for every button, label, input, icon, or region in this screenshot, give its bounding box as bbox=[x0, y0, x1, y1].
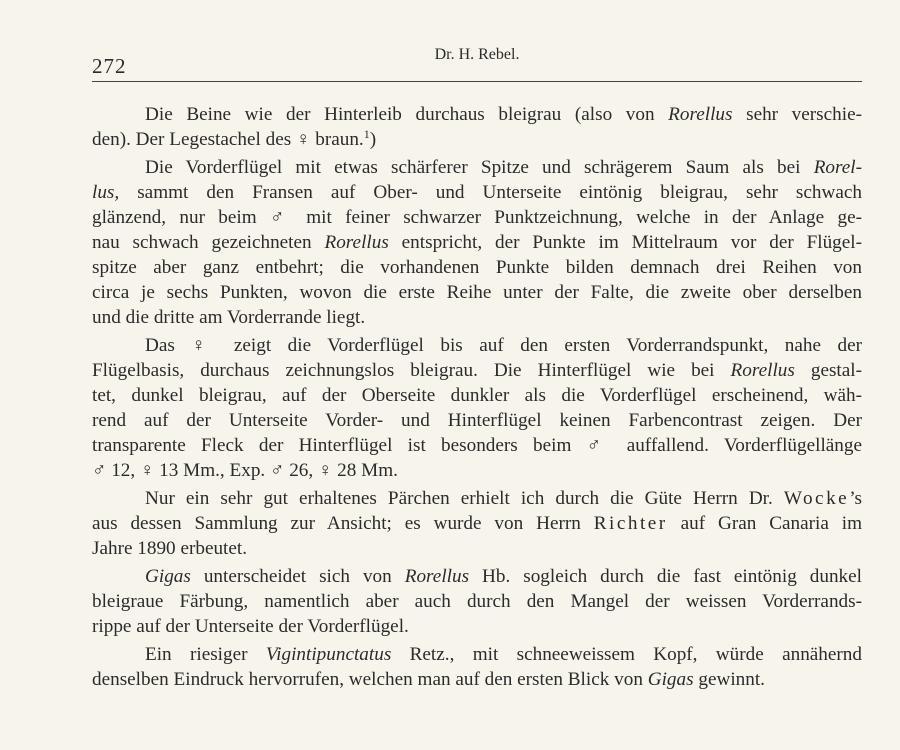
header-rule bbox=[92, 81, 862, 82]
text-line bbox=[92, 667, 862, 692]
text-segment: sehr verschie- bbox=[732, 104, 862, 125]
text-segment: circa je sechs Punkten, wovon die erste Reihe unter der Falte, die zweite ober derselben bbox=[92, 282, 862, 303]
spaced-name: Richter bbox=[593, 513, 668, 534]
running-head: Dr. H. Rebel. bbox=[434, 46, 520, 63]
body-text bbox=[92, 102, 862, 692]
text-segment: Nur ein sehr gut erhaltenes Pärchen erhielt ich durch die Güte Herrn Dr. bbox=[145, 488, 784, 509]
text-line bbox=[92, 280, 862, 305]
text-segment: auf Gran Canaria im bbox=[667, 513, 862, 534]
text-line bbox=[92, 383, 862, 408]
text-segment: nau schwach gezeichneten bbox=[92, 232, 325, 253]
footnote-ref: 1 bbox=[363, 127, 370, 141]
text-segment: aus dessen Sammlung zur Ansicht; es wurde von Herrn bbox=[92, 513, 594, 534]
text-segment: Flügelbasis, durchaus zeichnungslos bleigrau. Die Hinterflügel wie bei bbox=[92, 360, 731, 381]
italic-text: Rorellus bbox=[404, 566, 470, 587]
text-segment: Jahre 1890 erbeutet. bbox=[92, 538, 248, 559]
text-segment: spitze aber ganz entbehrt; die vorhandenen Punkte bilden demnach drei Reihen von bbox=[92, 257, 862, 278]
text-segment: Die Vorderflügel mit etwas schärferer Spitze und schrägerem Saum als bei bbox=[145, 157, 814, 178]
italic-text: Rorellus bbox=[730, 360, 795, 381]
text-segment: Ein riesiger bbox=[145, 644, 266, 665]
text-segment: unterscheidet sich von bbox=[190, 566, 405, 587]
italic-text: Rorellus bbox=[324, 232, 389, 253]
page-number: 272 bbox=[92, 54, 127, 78]
paragraph bbox=[92, 333, 862, 483]
text-segment: den). Der Legestachel des ♀ braun. bbox=[92, 129, 364, 150]
spaced-name: Wocke bbox=[783, 488, 850, 509]
text-line bbox=[92, 230, 862, 255]
paragraph bbox=[92, 564, 862, 639]
text-segment: ♂ 12, ♀ 13 Mm., Exp. ♂ 26, ♀ 28 Mm. bbox=[92, 460, 398, 481]
text-segment: transparente Fleck der Hinterflügel ist besonders beim ♂ auffallend. Vorderflügellänge bbox=[92, 435, 862, 456]
text-segment: entspricht, der Punkte im Mittelraum vor der Flügel- bbox=[388, 232, 863, 253]
page-header bbox=[92, 40, 862, 84]
text-segment: ’s bbox=[849, 488, 862, 509]
text-line bbox=[92, 614, 862, 639]
text-line bbox=[92, 333, 862, 358]
text-segment: denselben Eindruck hervorrufen, welchen man auf den ersten Blick von bbox=[92, 669, 648, 690]
text-line bbox=[92, 155, 862, 180]
italic-text: Rorellus bbox=[668, 104, 733, 125]
text-segment: Hb. sogleich durch die fast eintönig dunkel bbox=[469, 566, 862, 587]
text-segment: gewinnt. bbox=[693, 669, 765, 690]
text-segment: rippe auf der Unterseite der Vorderflügel. bbox=[92, 616, 409, 637]
paragraph bbox=[92, 642, 862, 692]
text-segment: bleigraue Färbung, namentlich aber auch durch den Mangel der weissen Vorderrands- bbox=[92, 591, 862, 612]
text-line bbox=[92, 127, 862, 152]
text-line bbox=[92, 458, 862, 483]
text-line bbox=[92, 205, 862, 230]
text-line bbox=[92, 408, 862, 433]
text-line bbox=[92, 255, 862, 280]
italic-text: Gigas bbox=[647, 669, 694, 690]
text-line bbox=[92, 486, 862, 511]
text-segment: ) bbox=[369, 129, 377, 150]
text-line bbox=[92, 102, 862, 127]
text-segment: und die dritte am Vorderrande liegt. bbox=[92, 307, 366, 328]
text-segment: glänzend, nur beim ♂ mit feiner schwarzer Punktzeichnung, welche in der Anlage ge- bbox=[92, 207, 862, 228]
paragraph bbox=[92, 486, 862, 561]
text-segment: Die Beine wie der Hinterleib durchaus bleigrau (also von bbox=[145, 104, 669, 125]
text-segment: gestal- bbox=[794, 360, 862, 381]
text-line bbox=[92, 564, 862, 589]
text-line bbox=[92, 589, 862, 614]
paragraph bbox=[92, 155, 862, 330]
italic-text: Gigas bbox=[145, 566, 191, 587]
text-segment: Das ♀ zeigt die Vorderflügel bis auf den ersten Vorderrandspunkt, nahe der bbox=[145, 335, 862, 356]
text-line bbox=[92, 358, 862, 383]
italic-text: lus, bbox=[92, 182, 120, 203]
text-segment: Retz., mit schneeweissem Kopf, würde annähernd bbox=[391, 644, 862, 665]
paragraph bbox=[92, 102, 862, 152]
italic-text: Vigintipunctatus bbox=[265, 644, 392, 665]
italic-text: Rorel- bbox=[813, 157, 862, 178]
text-line bbox=[92, 642, 862, 667]
text-segment: rend auf der Unterseite Vorder- und Hinterflügel keinen Farbencontrast zeigen. Der bbox=[92, 410, 862, 431]
text-line bbox=[92, 536, 862, 561]
text-line bbox=[92, 305, 862, 330]
text-segment: tet, dunkel bleigrau, auf der Oberseite dunkler als die Vorderflügel erscheinend, wäh- bbox=[92, 385, 862, 406]
text-segment: sammt den Fransen auf Ober- und Unterseite eintönig bleigrau, sehr schwach bbox=[119, 182, 862, 203]
text-line bbox=[92, 180, 862, 205]
text-line bbox=[92, 511, 862, 536]
text-line bbox=[92, 433, 862, 458]
